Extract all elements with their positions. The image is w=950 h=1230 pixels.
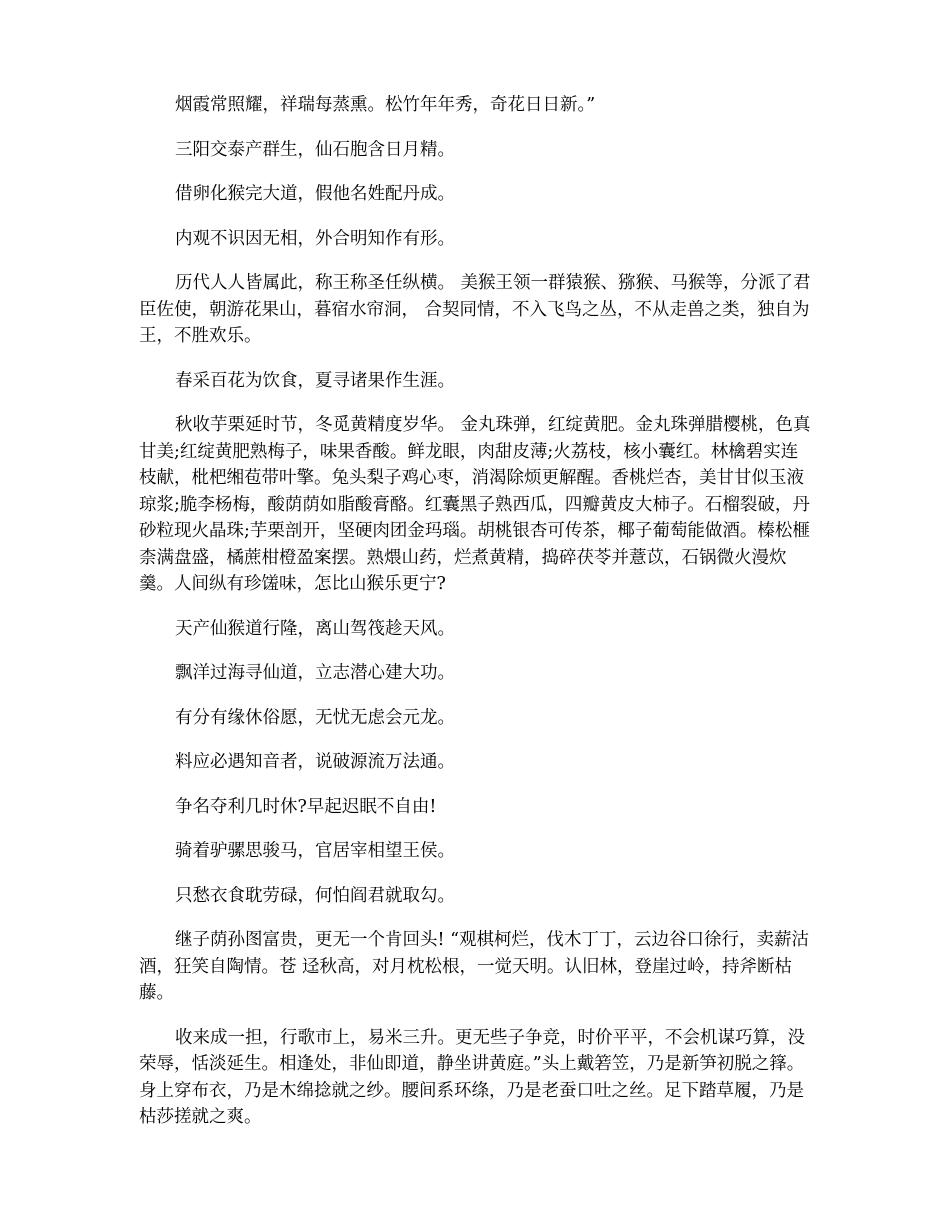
paragraph-7: 秋收芋栗延时节，冬觅黄精度岁华。 金丸珠弹，红绽黄肥。金丸珠弹腊樱桃，色真甘美;红绽黄肥熟梅子，味果香酸。鲜龙眼，肉甜皮薄;火荔枝，核小囊红。林檎碧实连枝献，枇杷缃苞带叶擎。兔头梨子鸡心枣，消渴除烦更解醒。香桃烂杏，美甘甘似玉液琼浆;脆李杨梅，酸荫荫如脂酸膏酪。红囊黑子熟西瓜，四瓣黄皮大柿子。石榴裂破，丹砂粒现火晶珠;芋栗剖开，坚硬肉团金玛瑙。胡桃银杏可传茶，椰子葡萄能做酒。榛松榧柰满盘盛，橘蔗柑橙盈案摆。熟煨山药，烂煮黄精，捣碎茯苓并薏苡，石锅微火漫炊羹。人间纵有珍馐味，怎比山猴乐更宁? <box>139 415 811 594</box>
paragraph-1: 烟霞常照耀，祥瑞每蒸熏。松竹年年秀，奇花日日新。” <box>175 95 596 115</box>
paragraph-10: 有分有缘休俗愿，无忧无虑会元龙。 <box>175 707 455 728</box>
paragraph-3: 借卵化猴完大道，假他名姓配丹成。 <box>175 184 455 204</box>
paragraph-8: 天产仙猴道行隆，离山驾筏趁天风。 <box>175 618 455 639</box>
paragraph-14: 只愁衣食耽劳碌，何怕阎君就取勾。 <box>175 885 455 906</box>
paragraph-5: 历代人人皆属此，称王称圣任纵横。 美猴王领一群猿猴、猕猴、马猴等，分派了君臣佐使，朝游花果山，暮宿水帘洞， 合契同情，不入飞鸟之丛，不从走兽之类，独自为王，不胜欢乐。 <box>139 273 811 346</box>
paragraph-2: 三阳交泰产群生，仙石胞含日月精。 <box>175 139 455 160</box>
paragraph-6: 春采百花为饮食，夏寻诸果作生涯。 <box>175 370 455 391</box>
document-body <box>139 92 815 1149</box>
paragraph-15: 继子荫孙图富贵，更无一个肯回头! “观棋柯烂，伐木丁丁，云边谷口徐行，卖薪沽酒，狂笑自陶情。苍 迳秋高，对月枕松根，一觉天明。认旧林，登崖过岭，持斧断枯藤。 <box>139 930 810 1003</box>
paragraph-13: 骑着驴骡思骏马，官居宰相望王侯。 <box>175 841 455 861</box>
paragraph-4: 内观不识因无相，外合明知作有形。 <box>175 228 455 249</box>
paragraph-12: 争名夺利几时休?早起迟眠不自由! <box>175 796 437 817</box>
paragraph-11: 料应必遇知音者，说破源流万法通。 <box>175 752 455 772</box>
paragraph-16: 收来成一担，行歌市上，易米三升。更无些子争竞，时价平平，不会机谋巧算，没荣辱，恬淡延生。相逢处，非仙即道，静坐讲黄庭。”头上戴箬笠，乃是新笋初脱之箨。身上穿布衣，乃是木绵捻就之纱。腰间系环绦，乃是老蚕口吐之丝。足下踏草履，乃是枯莎搓就之爽。 <box>139 1027 805 1127</box>
paragraph-9: 飘洋过海寻仙道，立志潜心建大功。 <box>175 663 455 683</box>
